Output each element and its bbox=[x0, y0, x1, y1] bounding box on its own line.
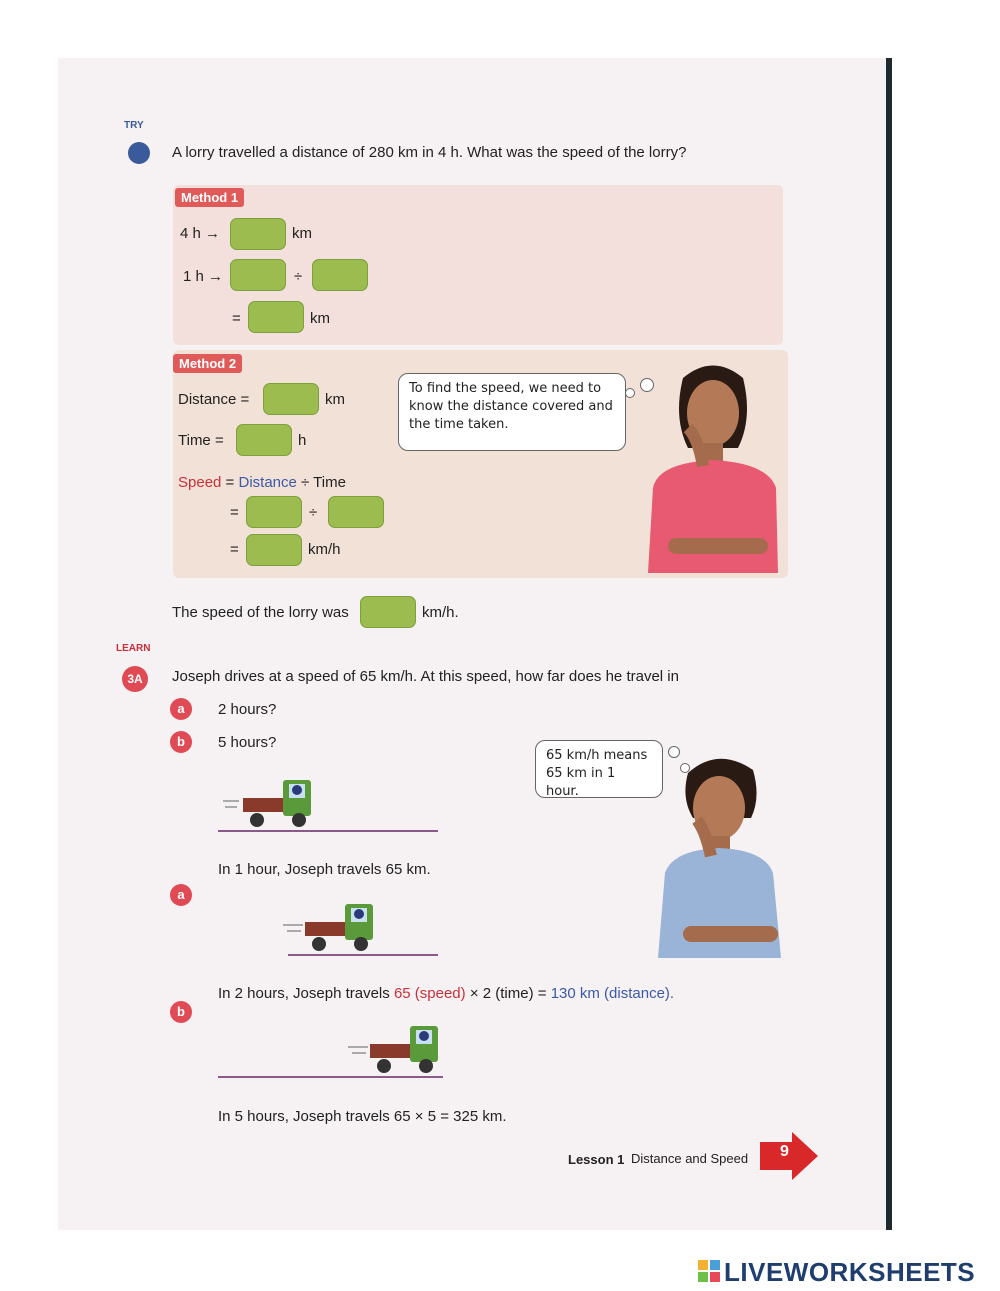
boy-illustration bbox=[653, 748, 788, 958]
speed-eq: = bbox=[225, 474, 235, 491]
method2-answer-box-2[interactable] bbox=[328, 496, 384, 528]
part-a-badge: a bbox=[170, 698, 192, 720]
time-label: Time = bbox=[178, 432, 224, 449]
speed-word: Speed bbox=[178, 474, 222, 491]
distance-unit: km bbox=[325, 391, 345, 408]
method2-row-eq1: = bbox=[230, 504, 239, 521]
method1-answer-box-4[interactable] bbox=[248, 301, 304, 333]
one-hour-text: In 1 hour, Joseph travels 65 km. bbox=[218, 861, 431, 878]
method1-answer-box-2[interactable] bbox=[230, 259, 286, 291]
try-label: TRY bbox=[124, 120, 144, 131]
method1-answer-box-3[interactable] bbox=[312, 259, 368, 291]
part-b-badge: b bbox=[170, 731, 192, 753]
div-time: ÷ Time bbox=[301, 474, 346, 491]
time-unit: h bbox=[298, 432, 307, 449]
speed-formula bbox=[178, 474, 346, 491]
answer-sentence-unit: km/h. bbox=[422, 604, 459, 621]
boy-speech-bubble bbox=[535, 740, 663, 798]
footer-title: Distance and Speed bbox=[631, 1151, 749, 1166]
method2-row-op: ÷ bbox=[309, 504, 318, 521]
distance-word: Distance bbox=[238, 474, 297, 491]
boy-bubble-line2: 65 km in 1 hour. bbox=[546, 766, 616, 799]
method2-time-box[interactable] bbox=[236, 424, 292, 456]
page-number: 9 bbox=[780, 1143, 789, 1160]
girl-speech-bubble: To find the speed, we need to know the distance covered and the time taken. bbox=[398, 373, 626, 451]
method2-answer-box-1[interactable] bbox=[246, 496, 302, 528]
liveworksheets-logo-icon bbox=[698, 1260, 720, 1282]
solution-a-speed: 65 (speed) bbox=[393, 985, 466, 1002]
method2-row-unit: km/h bbox=[308, 541, 341, 558]
solution-a-badge: a bbox=[170, 884, 192, 906]
part-a-text: 2 hours? bbox=[218, 701, 277, 718]
learn-question: Joseph drives at a speed of 65 km/h. At this speed, how far does he travel in bbox=[172, 668, 679, 685]
solution-b-badge: b bbox=[170, 1001, 192, 1023]
method1-row3-unit: km bbox=[310, 310, 330, 327]
girl-illustration bbox=[628, 358, 798, 573]
method1-row3-eq: = bbox=[232, 310, 241, 327]
method2-answer-box-3[interactable] bbox=[246, 534, 302, 566]
try-number-badge: 2 bbox=[128, 142, 150, 164]
textbook-page bbox=[58, 58, 892, 1230]
method1-row1-unit: km bbox=[292, 225, 312, 242]
learn-label: LEARN bbox=[116, 643, 151, 654]
solution-b-text: In 5 hours, Joseph travels 65 × 5 = 325 km. bbox=[218, 1108, 507, 1125]
learn-number-badge: 3A bbox=[122, 666, 148, 692]
boy-bubble-line1: 65 km/h means bbox=[546, 748, 648, 763]
solution-a-pre: In 2 hours, Joseph travels bbox=[218, 985, 390, 1002]
method2-tag: Method 2 bbox=[173, 354, 242, 373]
road-line-1 bbox=[218, 830, 438, 832]
method1-answer-box-1[interactable] bbox=[230, 218, 286, 250]
part-b-text: 5 hours? bbox=[218, 734, 277, 751]
method1-row2-op: ÷ bbox=[294, 268, 303, 285]
solution-a-text bbox=[218, 985, 674, 1002]
try-question: A lorry travelled a distance of 280 km in 4 h. What was the speed of the lorry? bbox=[172, 144, 687, 161]
truck-illustration-3 bbox=[348, 1020, 448, 1078]
solution-a-distance: 130 km (distance). bbox=[550, 985, 675, 1002]
solution-a-mid: × 2 (time) = bbox=[469, 985, 547, 1002]
road-line-2 bbox=[288, 954, 438, 956]
road-line-3 bbox=[218, 1076, 443, 1078]
final-speed-box[interactable] bbox=[360, 596, 416, 628]
truck-illustration-2 bbox=[283, 900, 383, 956]
liveworksheets-brand: LIVEWORKSHEETS bbox=[724, 1257, 976, 1287]
method2-distance-box[interactable] bbox=[263, 383, 319, 415]
method1-tag: Method 1 bbox=[175, 188, 244, 207]
truck-illustration-1 bbox=[223, 776, 318, 832]
method2-row-eq2: = bbox=[230, 541, 239, 558]
answer-sentence-pre: The speed of the lorry was bbox=[172, 604, 349, 621]
footer-lesson: Lesson 1 bbox=[568, 1152, 625, 1167]
distance-label: Distance = bbox=[178, 391, 250, 408]
method1-row1-label: 4 h → bbox=[180, 225, 221, 242]
method1-row2-label: 1 h → bbox=[183, 268, 224, 285]
